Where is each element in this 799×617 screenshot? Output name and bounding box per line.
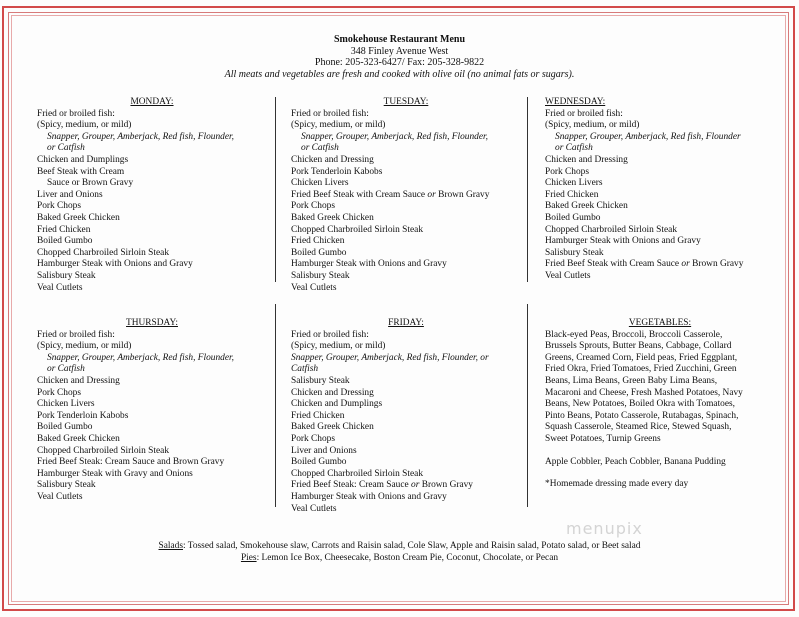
menu-item: Chicken Livers [545, 178, 603, 189]
watermark-logo: menupix [566, 519, 643, 538]
menu-item: Baked Greek Chicken [37, 433, 120, 444]
menu-item: Salisbury Steak [37, 480, 96, 491]
salads-label: Salads [158, 541, 183, 551]
vegetable-line: Squash Casserole, Steamed Rice, Stewed Squash, [545, 422, 732, 433]
fish-types: Snapper, Grouper, Amberjack, Red fish, Flounder, [301, 131, 488, 142]
menu-item: Pork Chops [37, 201, 82, 212]
fish-label: Fried or broiled fish: [37, 108, 115, 119]
friday-column [291, 318, 521, 515]
cooking-note: All meats and vegetables are fresh and cooked with olive oil (no animal fats or sugars). [224, 68, 575, 80]
menu-item: Salisbury Steak [291, 375, 350, 386]
beef-steak-a: Fried Beef Steak with Cream Sauce [291, 189, 428, 200]
tuesday-heading: TUESDAY: [383, 97, 429, 107]
fish-types: Snapper, Grouper, Amberjack, Red fish, Flounder, or [291, 352, 489, 363]
fish-label: Fried or broiled fish: [291, 329, 369, 340]
beef-steak-b: Brown Gravy [419, 480, 473, 491]
menu-item: Salisbury Steak [291, 270, 350, 281]
vegetable-line: Pinto Beans, Potato Casserole, Rutabagas, Spinach, [545, 410, 739, 421]
menu-item: Chicken and Dressing [291, 154, 374, 165]
menu-item: Beef Steak with Cream [37, 166, 125, 177]
vegetables-column [545, 318, 775, 491]
menu-item: Chicken and Dressing [37, 375, 120, 386]
wednesday-heading: WEDNESDAY: [545, 97, 606, 107]
vegetables-heading: VEGETABLES: [628, 318, 692, 328]
menu-item: Pork Tenderloin Kabobs [37, 410, 129, 421]
fish-types-cont: or Catfish [301, 143, 339, 154]
column-divider-left-lower [275, 304, 276, 507]
menu-item: Boiled Gumbo [291, 247, 347, 258]
fish-label: Fried or broiled fish: [37, 329, 115, 340]
menu-item [545, 259, 775, 271]
beef-steak-or: or [681, 259, 690, 270]
menu-item: Hamburger Steak with Onions and Gravy [291, 491, 447, 502]
menu-item: Pork Chops [37, 387, 82, 398]
fish-options: (Spicy, medium, or mild) [37, 341, 132, 352]
menu-item: Fried Chicken [37, 224, 91, 235]
menu-item: Hamburger Steak with Gravy and Onions [37, 468, 193, 479]
fish-types: Snapper, Grouper, Amberjack, Red fish, Flounder, [47, 131, 234, 142]
menu-item: Salisbury Steak [37, 270, 96, 281]
monday-column [37, 97, 267, 294]
menu-item: Chopped Charbroiled Sirloin Steak [545, 224, 678, 235]
pies-label: Pies [240, 553, 257, 563]
menu-item: Boiled Gumbo [545, 212, 601, 223]
menu-item: Fried Beef Steak: Cream Sauce and Brown Gravy [37, 457, 225, 468]
menu-item: Chopped Charbroiled Sirloin Steak [37, 445, 170, 456]
fish-types-cont: or Catfish [47, 143, 85, 154]
tuesday-column [291, 97, 521, 294]
menu-item: Boiled Gumbo [291, 457, 347, 468]
vegetable-line: Brussels Sprouts, Butter Beans, Cabbage, Collard [545, 341, 732, 352]
menu-item [291, 190, 521, 202]
beef-steak-b: Brown Gravy [689, 259, 744, 270]
menu-item: Hamburger Steak with Onions and Gravy [37, 259, 193, 270]
fish-types: Snapper, Grouper, Amberjack, Red fish, Flounder, [47, 352, 234, 363]
menu-item: Chicken and Dressing [291, 387, 374, 398]
fish-label: Fried or broiled fish: [291, 108, 369, 119]
menu-item: Veal Cutlets [545, 270, 591, 281]
vegetable-line: Macaroni and Cheese, Fresh Mashed Potatoes, Navy [545, 387, 743, 398]
menu-item: Chicken and Dressing [545, 154, 628, 165]
fish-options: (Spicy, medium, or mild) [37, 120, 132, 131]
friday-heading: FRIDAY: [388, 318, 424, 328]
menu-item: Pork Chops [545, 166, 590, 177]
menu-item: Fried Chicken [545, 189, 599, 200]
vegetable-line: Beans, New Potatoes, Boiled Okra with Tomatoes, [545, 399, 736, 410]
beef-steak-a: Fried Beef Steak with Cream Sauce [545, 259, 682, 270]
vegetable-line: Fried Okra, Fried Tomatoes, Fried Zucchini, Green [545, 364, 737, 375]
beef-steak-a: Fried Beef Steak: Cream Sauce [291, 480, 412, 491]
vegetable-line: Sweet Potatoes, Turnip Greens [545, 433, 661, 444]
menu-item: Baked Greek Chicken [291, 422, 374, 433]
thursday-heading: THURSDAY: [126, 318, 178, 328]
fish-types-cont: Catfish [291, 364, 319, 375]
menu-item: Hamburger Steak with Onions and Gravy [545, 236, 701, 247]
menu-item: Chopped Charbroiled Sirloin Steak [37, 247, 170, 258]
menu-item: Baked Greek Chicken [545, 201, 628, 212]
vegetable-line: Beans, Lima Beans, Green Baby Lima Beans, [545, 375, 718, 386]
menu-item: Pork Chops [291, 201, 336, 212]
fish-types-cont: or Catfish [555, 143, 593, 154]
menu-item: Liver and Onions [37, 189, 103, 200]
fish-options: (Spicy, medium, or mild) [545, 120, 640, 131]
salads-line [0, 540, 799, 552]
menu-item: Pork Tenderloin Kabobs [291, 166, 383, 177]
column-divider-left [275, 97, 276, 282]
beef-steak-b: Brown Gravy [435, 189, 490, 200]
menu-header [0, 34, 799, 80]
monday-heading: MONDAY: [130, 97, 174, 107]
vegetable-line: Black-eyed Peas, Broccoli, Broccoli Casserole, [545, 329, 723, 340]
beef-steak-or: or [427, 189, 436, 200]
menu-item: Veal Cutlets [37, 491, 83, 502]
menu-item: Fried Chicken [291, 236, 345, 247]
thursday-column [37, 318, 267, 504]
menu-item: Sauce or Brown Gravy [47, 178, 134, 189]
menu-item: Chicken and Dumplings [37, 154, 129, 165]
column-divider-right [527, 97, 528, 282]
menu-item: Pork Chops [291, 433, 336, 444]
beef-steak-or: or [411, 480, 420, 491]
dressing-note: *Homemade dressing made every day [545, 479, 689, 490]
pies-text: : Lemon Ice Box, Cheesecake, Boston Cream Pie, Coconut, Chocolate, or Pecan [256, 553, 559, 563]
menu-item: Chopped Charbroiled Sirloin Steak [291, 224, 424, 235]
salads-text: : Tossed salad, Smokehouse slaw, Carrots and Raisin salad, Cole Slaw, Apple and Raisin salad, Potato salad, or Beet salad [182, 541, 641, 551]
fish-options: (Spicy, medium, or mild) [291, 120, 386, 131]
menu-item: Chicken and Dumplings [291, 399, 383, 410]
desserts-line: Apple Cobbler, Peach Cobbler, Banana Pudding [545, 456, 726, 467]
menu-item: Fried Chicken [291, 410, 345, 421]
menu-item: Chopped Charbroiled Sirloin Steak [291, 468, 424, 479]
fish-label: Fried or broiled fish: [545, 108, 623, 119]
column-divider-right-lower [527, 304, 528, 507]
phone-fax: Phone: 205-323-6427/ Fax: 205-328-9822 [314, 57, 485, 68]
menu-item: Hamburger Steak with Onions and Gravy [291, 259, 447, 270]
menu-item: Baked Greek Chicken [291, 212, 374, 223]
vegetable-line: Greens, Creamed Corn, Field peas, Fried Eggplant, [545, 352, 738, 363]
menu-item: Chicken Livers [291, 178, 349, 189]
menu-item: Boiled Gumbo [37, 236, 93, 247]
restaurant-address: 348 Finley Avenue West [350, 45, 449, 57]
menu-item: Veal Cutlets [291, 282, 337, 293]
menu-item: Boiled Gumbo [37, 422, 93, 433]
menu-item: Liver and Onions [291, 445, 357, 456]
menu-item [291, 480, 521, 492]
menu-item: Veal Cutlets [291, 503, 337, 514]
menu-item: Veal Cutlets [37, 282, 83, 293]
menu-title: Smokehouse Restaurant Menu [333, 34, 466, 45]
fish-types-cont: or Catfish [47, 364, 85, 375]
pies-line [0, 552, 799, 564]
menu-item: Salisbury Steak [545, 247, 604, 258]
wednesday-column [545, 97, 775, 283]
menu-item: Chicken Livers [37, 399, 95, 410]
menu-item: Baked Greek Chicken [37, 212, 120, 223]
fish-types: Snapper, Grouper, Amberjack, Red fish, Flounder [555, 131, 741, 142]
fish-options: (Spicy, medium, or mild) [291, 341, 386, 352]
